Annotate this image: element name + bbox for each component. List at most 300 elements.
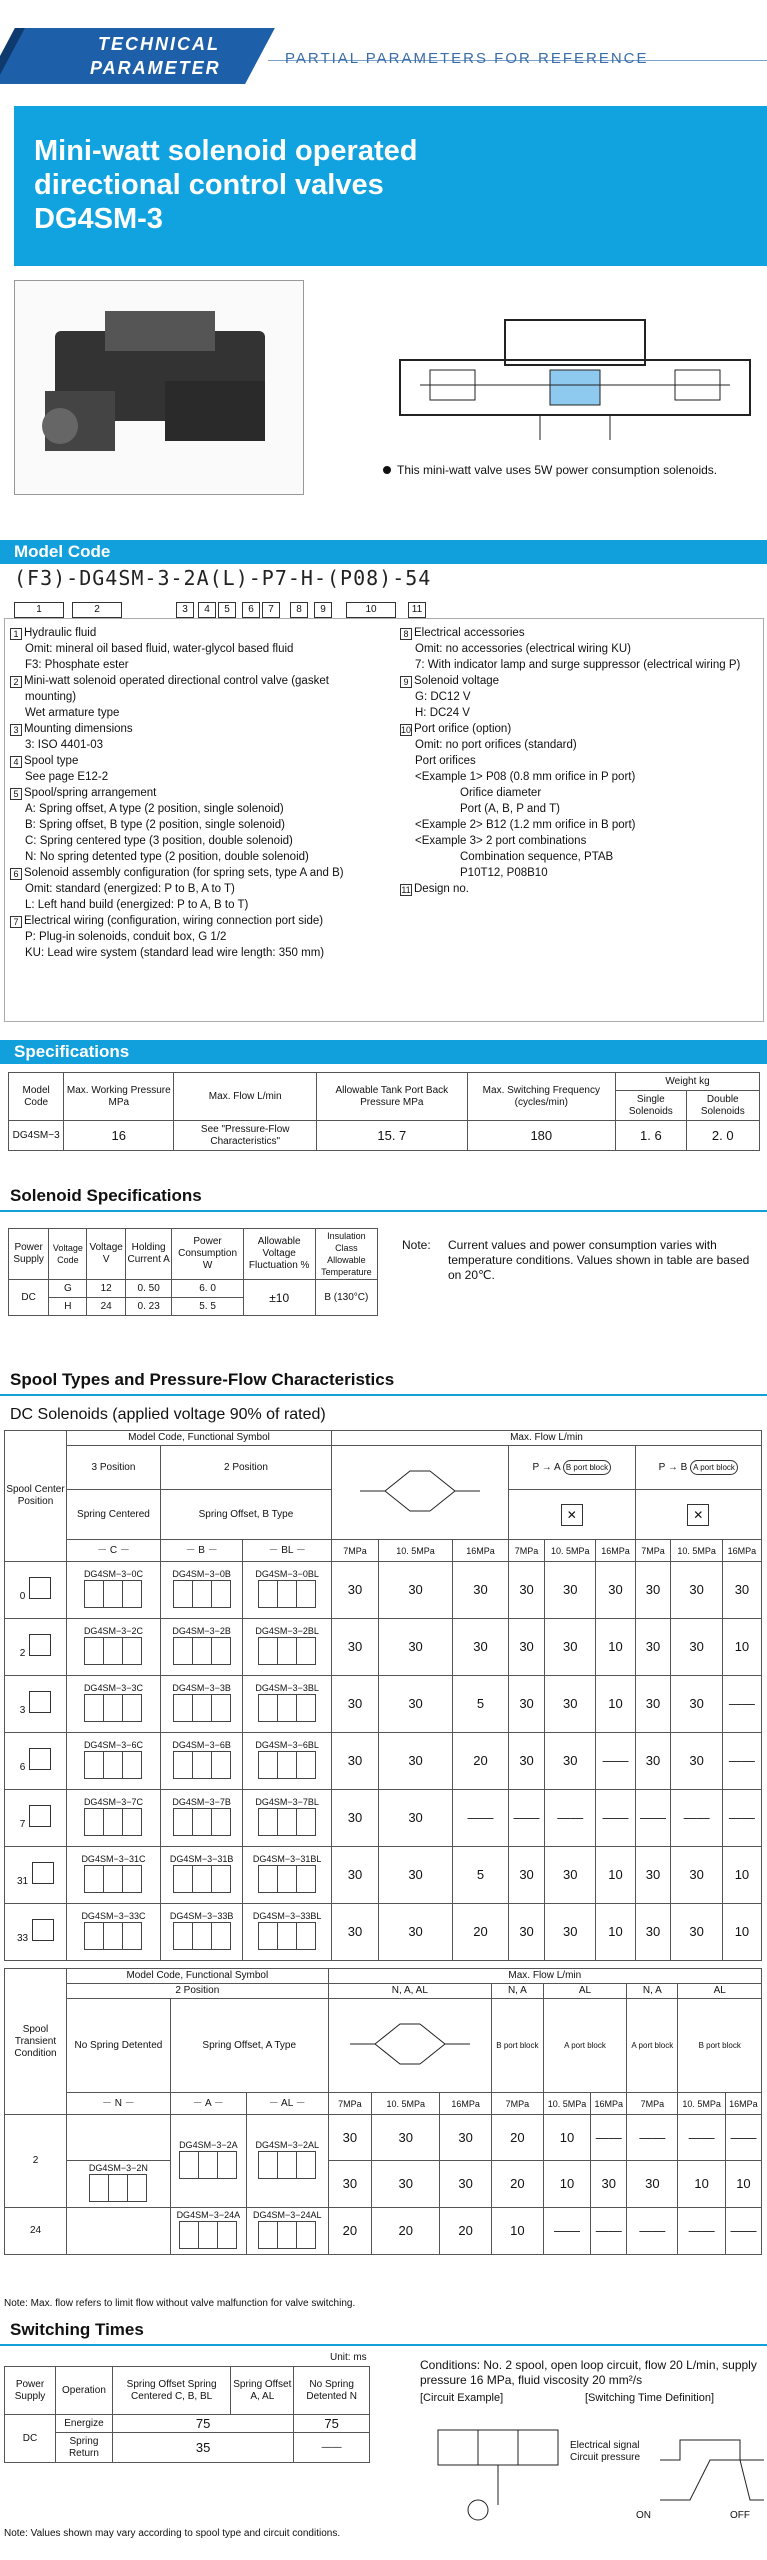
st1-h-center: Spool Center Position [5, 1431, 67, 1562]
switching-heading: Switching Times [10, 2320, 144, 2339]
flow-value: 30 [379, 1733, 453, 1790]
st1-h-sc: Spring Centered [67, 1490, 161, 1540]
st2-grp-0: N, A, AL [328, 1984, 491, 1999]
model-code-text: DG4SM−3−0C [83, 1569, 143, 1579]
sol-h-voltage: Voltage V [87, 1229, 125, 1280]
item-text: Wet armature type [25, 707, 120, 719]
item-number: 7 [10, 916, 22, 928]
spool-model-c [67, 1790, 161, 1847]
spool-model-b [160, 1676, 242, 1733]
center-symbol-icon [32, 1862, 54, 1884]
flow-value: 30 [379, 1790, 453, 1847]
sol-code-g: G [49, 1280, 87, 1298]
st1-p5: 10. 5MPa [545, 1540, 596, 1562]
item-text: Spool type [24, 755, 79, 767]
sol-code-h: H [49, 1298, 87, 1316]
model-code-item [400, 721, 765, 737]
st1-sym-pa [509, 1490, 635, 1540]
st1-p8: 10. 5MPa [671, 1540, 722, 1562]
spool-pos [5, 1562, 67, 1619]
specifications-heading: Specifications [0, 1040, 767, 1064]
flow-value: 30 [509, 1733, 545, 1790]
spool-model-c [67, 1847, 161, 1904]
flow-value: 30 [671, 1904, 722, 1961]
model-code-text: DG4SM−3−2A [179, 2140, 238, 2150]
flow-value: 30 [331, 1790, 378, 1847]
flow-value: 30 [331, 1733, 378, 1790]
st2-dash-al: － AL － [246, 2093, 328, 2115]
spool-model-bl [243, 1562, 332, 1619]
item-text: H: DC24 V [415, 707, 470, 719]
item-text: Hydraulic fluid [24, 627, 97, 639]
sw-return-n: —— [294, 2433, 370, 2463]
spool-pos [5, 2208, 67, 2255]
sw-h-a: Spring Offset A, AL [231, 2367, 294, 2415]
item-text: Spool/spring arrangement [24, 787, 157, 799]
model-code-box-7: 7 [262, 602, 280, 618]
flow-value: —— [543, 2208, 590, 2255]
st1-dash-c: － C － [67, 1540, 161, 1562]
spool-pos [5, 1676, 67, 1733]
header-banner [0, 0, 767, 100]
item-text: 7: With indicator lamp and surge suppressor (electrical wiring P) [415, 659, 741, 671]
flow-value: 30 [452, 1619, 508, 1676]
flow-value: 30 [452, 1562, 508, 1619]
flow-value: 10 [596, 1676, 635, 1733]
flow-value: 20 [372, 2208, 440, 2255]
sol-pow-h: 5. 5 [172, 1298, 243, 1316]
flow-value: 30 [379, 1847, 453, 1904]
center-symbol-icon [29, 1748, 51, 1770]
item-number: 3 [10, 724, 22, 736]
item-number: 5 [10, 788, 22, 800]
flow-value: 30 [671, 1847, 722, 1904]
flow-value: 30 [331, 1847, 378, 1904]
table-row [5, 1733, 762, 1790]
table-row [5, 1790, 762, 1847]
st1-p4: 7MPa [509, 1540, 545, 1562]
st2-h-nsd: No Spring Detented [67, 1999, 171, 2093]
st2-aport-2: A port block [631, 2040, 674, 2050]
item-number: 1 [10, 628, 22, 640]
flow-value: —— [671, 1790, 722, 1847]
functional-symbol-icon [258, 1580, 316, 1608]
sol-h-temp-text: Allowable Temperature [321, 1255, 372, 1277]
flow-value: —— [545, 1790, 596, 1847]
model-code-item [10, 945, 390, 961]
spool-subheading: DC Solenoids (applied voltage 90% of rated) [10, 1406, 326, 1423]
solenoid-note-label: Note: [402, 1238, 431, 1252]
model-code-item [400, 641, 765, 657]
valve-photo-icon [15, 281, 303, 494]
st2-h-flow: Max. Flow L/min [328, 1969, 761, 1984]
flow-value: 30 [671, 1619, 722, 1676]
spool-model-b [160, 1619, 242, 1676]
valve-symbol-icon: ✕ [561, 1504, 583, 1526]
spec-backpressure: 15. 7 [317, 1121, 467, 1151]
model-code-text: DG4SM−3−7B [172, 1797, 231, 1807]
model-code-text: DG4SM−3−33B [169, 1911, 234, 1921]
model-code-item [10, 897, 390, 913]
table-row [5, 1904, 762, 1961]
flow-value: —— [627, 2208, 678, 2255]
solenoid-heading: Solenoid Specifications [10, 1186, 202, 1205]
switching-rule [0, 2344, 767, 2346]
spool-note: Note: Max. flow refers to limit flow without valve malfunction for valve switching. [4, 2298, 356, 2309]
sw-h-op: Operation [56, 2367, 113, 2415]
flow-value: 30 [440, 2115, 492, 2161]
model-code-box-10: 10 [346, 602, 396, 618]
spool-model-b [160, 1562, 242, 1619]
flow-value: 30 [328, 2161, 372, 2208]
flow-value: 10 [543, 2115, 590, 2161]
model-code-text: DG4SM−3−33C [81, 1911, 146, 1921]
st2-h-model: Model Code, Functional Symbol [67, 1969, 329, 1984]
item-number: 8 [400, 628, 412, 640]
model-code-item [10, 657, 390, 673]
sw-op-energize: Energize [56, 2415, 113, 2433]
item-text: Design no. [414, 883, 469, 895]
flow-value: —— [591, 2115, 627, 2161]
spool-pos-num: 6 [19, 1762, 26, 1773]
flow-path-icon [340, 2014, 480, 2074]
st1-p6: 16MPa [596, 1540, 635, 1562]
flow-value: 10 [722, 1619, 761, 1676]
sw-h-supply: Power Supply [5, 2367, 56, 2415]
spool-model-b [160, 1847, 242, 1904]
sol-h-code: Voltage Code [49, 1229, 87, 1280]
table-row [5, 2161, 762, 2208]
sol-fluct: ±10 [243, 1280, 315, 1316]
model-code-item [400, 705, 765, 721]
model-code-item [400, 689, 765, 705]
st1-p7: 7MPa [635, 1540, 671, 1562]
flow-value: 30 [545, 1904, 596, 1961]
spec-h-frequency: Max. Switching Frequency (cycles/min) [467, 1073, 616, 1121]
model-code-item [10, 721, 390, 737]
spool-pos [5, 1619, 67, 1676]
model-code-item [10, 769, 390, 785]
spec-h-double: Double Solenoids [686, 1091, 759, 1121]
functional-symbol-icon [258, 1808, 316, 1836]
functional-symbol-icon [84, 1865, 142, 1893]
spool-model-c [67, 1562, 161, 1619]
item-text: P: Plug-in solenoids, conduit box, G 1/2 [25, 931, 227, 943]
item-text: Mounting dimensions [24, 723, 133, 735]
st1-h-3pos: 3 Position [67, 1446, 161, 1490]
functional-symbol-icon [173, 1922, 231, 1950]
spool-pos-num: 3 [19, 1705, 26, 1716]
st1-h-bport: B port block [563, 1460, 611, 1475]
model-code-item [400, 801, 765, 817]
spool-table-2-body [5, 2115, 762, 2255]
st2-grp-1: N, A [492, 1984, 544, 1999]
flow-value: 10 [543, 2161, 590, 2208]
flow-value: 10 [722, 1847, 761, 1904]
spool-pos-num: 0 [19, 1591, 26, 1602]
flow-value: 10 [596, 1619, 635, 1676]
item-text: Solenoid assembly configuration (for spring sets, type A and B) [24, 867, 344, 879]
st1-p2: 10. 5MPa [379, 1540, 453, 1562]
flow-value: 10 [678, 2161, 725, 2208]
st2-h-soa: Spring Offset, A Type [170, 1999, 328, 2093]
flow-value: 5 [452, 1847, 508, 1904]
table-row [5, 1847, 762, 1904]
st1-h-2pos: 2 Position [160, 1446, 331, 1490]
st1-p3: 16MPa [452, 1540, 508, 1562]
item-text: KU: Lead wire system (standard lead wire length: 350 mm) [25, 947, 325, 959]
model-code-item [400, 769, 765, 785]
title-line1: Mini-watt solenoid operated [34, 135, 418, 167]
sw-h-n: No Spring Detented N [294, 2367, 370, 2415]
table-row [5, 1676, 762, 1733]
flow-value: 30 [331, 1619, 378, 1676]
model-code-box-5: 5 [218, 602, 236, 618]
model-code-text: DG4SM−3−2BL [255, 1626, 319, 1636]
flow-value: 30 [635, 1904, 671, 1961]
functional-symbol-icon [173, 1637, 231, 1665]
spec-h-backpressure: Allowable Tank Port Back Pressure MPa [317, 1073, 467, 1121]
table-row [5, 2115, 762, 2161]
st2-p8: 10. 5MPa [678, 2093, 725, 2115]
title-line3: DG4SM-3 [34, 203, 163, 235]
flow-value: 30 [545, 1847, 596, 1904]
spool-pos [5, 1904, 67, 1961]
item-text: Port orifices [415, 755, 476, 767]
spool-model-al [246, 2208, 328, 2255]
model-code-text: DG4SM−3−31C [81, 1854, 146, 1864]
flow-value: 20 [440, 2208, 492, 2255]
functional-symbol-icon [84, 1694, 142, 1722]
spec-h-single: Single Solenoids [616, 1091, 686, 1121]
model-code-box-4: 4 [198, 602, 216, 618]
st1-sym-pb [635, 1490, 762, 1540]
flow-value: 20 [492, 2115, 544, 2161]
item-text: L: Left hand build (energized: P to A, B to T) [25, 899, 249, 911]
spool-pos [5, 1847, 67, 1904]
item-text: Port orifice (option) [414, 723, 512, 735]
flow-value: 30 [379, 1676, 453, 1733]
model-code-item [10, 865, 390, 881]
model-code-item [10, 817, 390, 833]
sol-h-fluct: Allowable Voltage Fluctuation % [243, 1229, 315, 1280]
flow-value: —— [678, 2208, 725, 2255]
spool-pos [5, 1733, 67, 1790]
flow-value: 30 [372, 2115, 440, 2161]
model-code-text: DG4SM−3−31B [169, 1854, 234, 1864]
flow-value: 30 [671, 1676, 722, 1733]
st2-sym-main [328, 1999, 491, 2093]
spool-pos-num: 24 [29, 2225, 42, 2236]
sol-h-current: Holding Current A [125, 1229, 172, 1280]
spool-model-al [246, 2115, 328, 2208]
st2-sym-2 [543, 1999, 626, 2093]
flow-value: 30 [379, 1562, 453, 1619]
sw-return-cba: 35 [112, 2433, 293, 2463]
model-code-item [10, 673, 390, 689]
flow-value: 30 [635, 1733, 671, 1790]
spool-model-c [67, 1676, 161, 1733]
electrical-signal-label: Electrical signal [570, 2440, 640, 2451]
flow-value: 5 [452, 1676, 508, 1733]
spec-pressure: 16 [64, 1121, 174, 1151]
flow-value: 30 [331, 1904, 378, 1961]
model-code-text: DG4SM−3−31BL [252, 1854, 322, 1864]
switching-conditions: Conditions: No. 2 spool, open loop circuit, flow 20 L/min, supply pressure 16 MPa, fluid viscosity 20 mm²/s [420, 2358, 757, 2387]
spool-pos-num: 31 [16, 1876, 29, 1887]
sol-h-supply: Power Supply [9, 1229, 49, 1280]
spool-model-bl [243, 1847, 332, 1904]
spool-model-c [67, 1733, 161, 1790]
flow-value: —— [678, 2115, 725, 2161]
model-code-box-8: 8 [290, 602, 308, 618]
sw-energize-cba: 75 [112, 2415, 293, 2433]
table-row [5, 2208, 762, 2255]
st2-aport-1: A port block [564, 2040, 606, 2050]
functional-symbol-icon [173, 1751, 231, 1779]
st2-dash-a: － A － [170, 2093, 246, 2115]
spool-model-a [170, 2115, 246, 2208]
model-code-item [400, 865, 765, 881]
model-code-item [400, 673, 765, 689]
spool-model-b [160, 1733, 242, 1790]
flow-value: 10 [596, 1847, 635, 1904]
sol-pow-g: 6. 0 [172, 1280, 243, 1298]
header-line2: PARAMETER [90, 58, 221, 78]
spool-model-c [67, 1904, 161, 1961]
spool-pos-num: 33 [16, 1933, 29, 1944]
item-text: B: Spring offset, B type (2 position, single solenoid) [25, 819, 285, 831]
model-code-item [400, 657, 765, 673]
switching-def-label: [Switching Time Definition] [585, 2392, 714, 2404]
circuit-example-label: [Circuit Example] [420, 2392, 504, 2404]
spool-pos-num: 2 [32, 2155, 39, 2166]
flow-value: 30 [509, 1904, 545, 1961]
specifications-table [8, 1072, 760, 1151]
flow-value: 30 [331, 1676, 378, 1733]
item-text: Omit: no accessories (electrical wiring KU) [415, 643, 632, 655]
functional-symbol-icon [258, 1694, 316, 1722]
spec-flow: See "Pressure-Flow Characteristics" [174, 1121, 317, 1151]
flow-value: —— [722, 1676, 761, 1733]
functional-symbol-icon [84, 1580, 142, 1608]
flow-value: 30 [635, 1676, 671, 1733]
spool-model-empty [67, 2115, 171, 2161]
spool-pos [5, 1790, 67, 1847]
st1-p9: 16MPa [722, 1540, 761, 1562]
item-text: <Example 2> B12 (1.2 mm orifice in B port) [415, 819, 636, 831]
functional-symbol-icon [258, 1751, 316, 1779]
st1-dash-bl: － BL － [243, 1540, 332, 1562]
st2-p3: 16MPa [440, 2093, 492, 2115]
flow-value: —— [627, 2115, 678, 2161]
item-text: C: Spring centered type (3 position, double solenoid) [25, 835, 293, 847]
item-text: Omit: standard (energized: P to B, A to T) [25, 883, 235, 895]
item-text: F3: Phosphate ester [25, 659, 129, 671]
model-code-item [10, 833, 390, 849]
model-code-text: DG4SM−3−33BL [252, 1911, 322, 1921]
model-code-box-2: 2 [72, 602, 122, 618]
item-text: Combination sequence, PTAB [460, 851, 614, 863]
model-code-item [400, 833, 765, 849]
photo-note: This mini-watt valve uses 5W power consumption solenoids. [397, 463, 718, 477]
spool-pos [5, 2115, 67, 2208]
st2-sym-1 [492, 1999, 544, 2093]
sol-h-power: Power Consumption W [172, 1229, 243, 1280]
model-code-item [10, 689, 390, 705]
sol-supply: DC [9, 1280, 49, 1316]
item-text: Port (A, B, P and T) [460, 803, 560, 815]
flow-value: 30 [722, 1562, 761, 1619]
st2-sym-3 [627, 1999, 678, 2093]
functional-symbol-icon [173, 1580, 231, 1608]
flow-value: —— [725, 2208, 761, 2255]
functional-symbol-icon [173, 1865, 231, 1893]
st1-h-model: Model Code, Functional Symbol [67, 1431, 332, 1446]
model-code-item [400, 817, 765, 833]
flow-value: 30 [509, 1619, 545, 1676]
spool-model-empty [67, 2208, 171, 2255]
model-code-box-11: 11 [408, 602, 426, 618]
st1-dash-b: － B － [160, 1540, 242, 1562]
st1-sym-main [331, 1446, 508, 1540]
solenoid-rule [0, 1210, 767, 1212]
model-code-text: DG4SM−3−3C [83, 1683, 143, 1693]
flow-value: 30 [591, 2161, 627, 2208]
circuit-pressure-label: Circuit pressure [570, 2452, 641, 2463]
spool-model-bl [243, 1904, 332, 1961]
spool-table-1-body [5, 1562, 762, 1961]
flow-value: —— [591, 2208, 627, 2255]
model-code-text: DG4SM−3−7C [83, 1797, 143, 1807]
functional-symbol-icon [258, 1865, 316, 1893]
item-text: Electrical accessories [414, 627, 525, 639]
st2-bport-2: B port block [698, 2040, 741, 2050]
functional-symbol-icon [179, 2151, 237, 2179]
item-text: N: No spring detented type (2 position, double solenoid) [25, 851, 309, 863]
title-band [14, 106, 767, 266]
st2-p9: 16MPa [725, 2093, 761, 2115]
model-code-text: DG4SM−3−7BL [255, 1797, 319, 1807]
flow-value: 20 [328, 2208, 372, 2255]
flow-value: —— [596, 1733, 635, 1790]
solenoid-note: Current values and power consumption varies with temperature conditions. Values shown in table are based on 20℃. [448, 1238, 750, 1282]
st1-h-pa [509, 1446, 635, 1490]
model-code-item [10, 913, 390, 929]
flow-value: —— [596, 1790, 635, 1847]
model-code-text: DG4SM−3−24AL [252, 2210, 322, 2220]
spec-weight-double: 2. 0 [686, 1121, 759, 1151]
functional-symbol-icon [84, 1751, 142, 1779]
st2-grp-4: AL [678, 1984, 762, 1999]
flow-value: 30 [379, 1619, 453, 1676]
spec-model: DG4SM−3 [9, 1121, 64, 1151]
functional-symbol-icon [84, 1637, 142, 1665]
item-text: mounting) [25, 691, 77, 703]
model-code-item [10, 753, 390, 769]
model-code-item [10, 785, 390, 801]
flow-value: —— [452, 1790, 508, 1847]
st2-p7: 7MPa [627, 2093, 678, 2115]
item-number: 9 [400, 676, 412, 688]
item-text: See page E12-2 [25, 771, 109, 783]
flow-value: —— [725, 2115, 761, 2161]
spool-rule [0, 1394, 767, 1396]
functional-symbol-icon [173, 1694, 231, 1722]
flow-value: 30 [509, 1847, 545, 1904]
model-code-item [400, 785, 765, 801]
model-code-text: DG4SM−3−6B [172, 1740, 231, 1750]
